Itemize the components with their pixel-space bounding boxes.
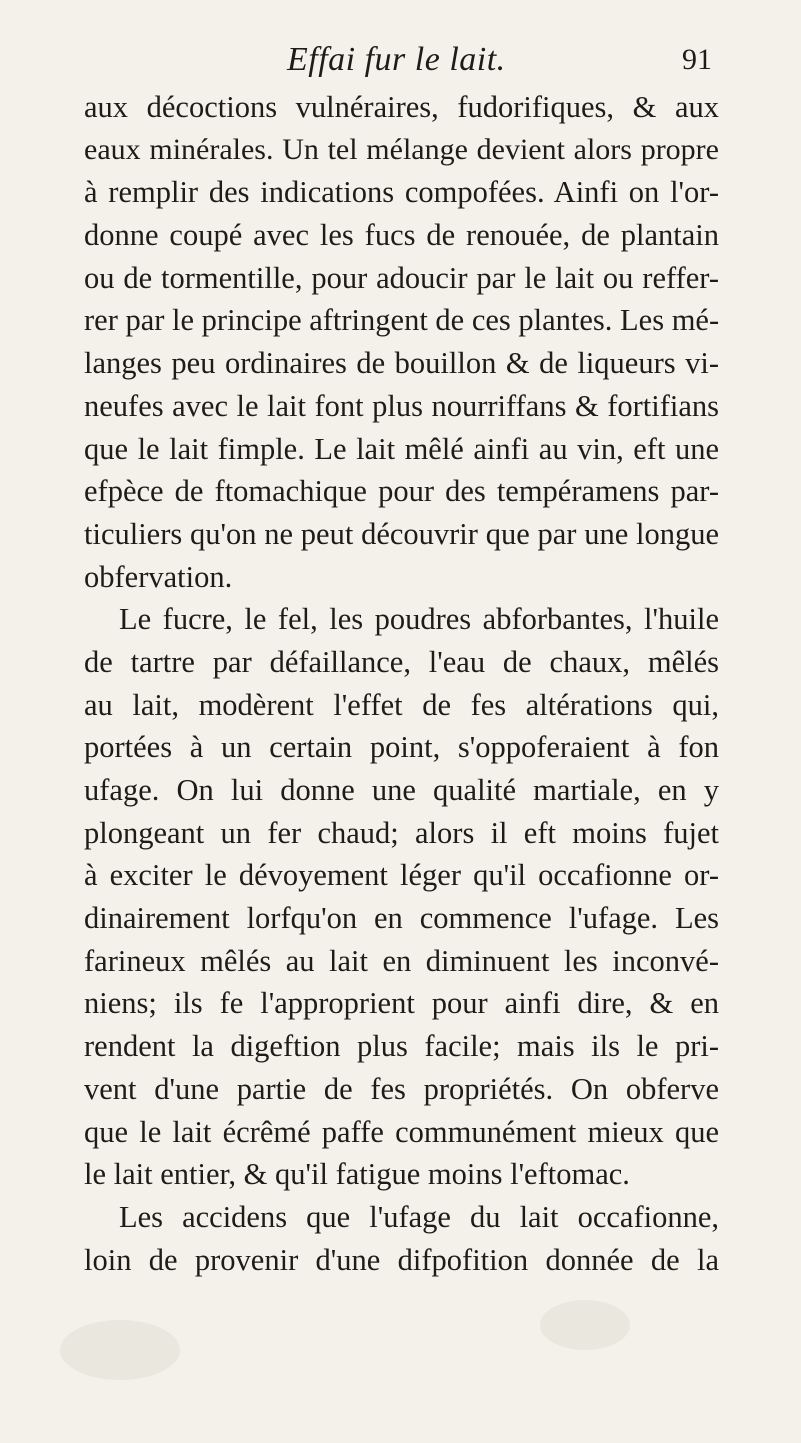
paper-stain xyxy=(540,1300,630,1350)
paragraph-first-line: Le fucre, le fel, les poudres abforbantes, l'huile xyxy=(119,602,719,637)
text-line: dinairement lorfqu'on en commence l'ufage. Les xyxy=(84,901,719,936)
text-line: ou de tormentille, pour adoucir par le lait ou reffer- xyxy=(84,260,719,295)
text-line: aux décoctions vulnéraires, fudorifiques, & aux xyxy=(84,90,719,124)
text-line: rer par le principe aftringent de ces plantes. Les mé- xyxy=(84,303,720,338)
text-line: que le lait fimple. Le lait mêlé ainfi au vin, eft une xyxy=(84,431,719,466)
text-line: langes peu ordinaires de bouillon & de liqueurs vi- xyxy=(84,346,719,381)
text-line: à remplir des indications compofées. Ainfi on l'or- xyxy=(84,175,719,210)
text-line: au lait, modèrent l'effet de fes altérations qui, xyxy=(84,687,719,722)
text-line: farineux mêlés au lait en diminuent les inconvé- xyxy=(84,943,719,978)
text-line: plongeant un fer chaud; alors il eft moins fujet xyxy=(84,815,719,850)
paragraph-first-line: Les accidens que l'ufage du lait occafionne, xyxy=(119,1199,719,1234)
text-line: vent d'une partie de fes propriétés. On obferve xyxy=(84,1071,719,1106)
text-line: le lait entier, & qu'il fatigue moins l'eftomac. xyxy=(84,1157,630,1192)
text-line: eaux minérales. Un tel mélange devient alors propre xyxy=(84,132,719,166)
text-line: niens; ils fe l'approprient pour ainfi dire, & en xyxy=(84,986,719,1021)
page-number: 91 xyxy=(682,43,712,76)
running-title: Effai fur le lait. xyxy=(287,41,506,78)
text-line: de tartre par défaillance, l'eau de chaux, mêlés xyxy=(84,644,719,679)
text-line: ticuliers qu'on ne peut découvrir que par une longue xyxy=(84,516,719,551)
text-line: à exciter le dévoyement léger qu'il occafionne or- xyxy=(84,858,719,893)
body-text xyxy=(84,86,719,1281)
text-line: que le lait écrêmé paffe communément mieux que xyxy=(84,1114,719,1149)
text-line: ufage. On lui donne une qualité martiale, en y xyxy=(84,773,719,807)
page-header xyxy=(0,40,801,80)
text-line: portées à un certain point, s'oppoferaient à fon xyxy=(84,730,719,765)
text-line: efpèce de ftomachique pour des tempéramens par- xyxy=(84,474,719,509)
text-line: obfervation. xyxy=(84,559,233,594)
text-line: neufes avec le lait font plus nourriffans & fortifians xyxy=(84,388,719,423)
paper-stain xyxy=(60,1320,180,1380)
text-line: loin de provenir d'une difpofition donnée de la xyxy=(84,1242,719,1277)
text-line: rendent la digeftion plus facile; mais ils le pri- xyxy=(84,1029,719,1064)
text-line: donne coupé avec les fucs de renouée, de plantain xyxy=(84,218,719,253)
